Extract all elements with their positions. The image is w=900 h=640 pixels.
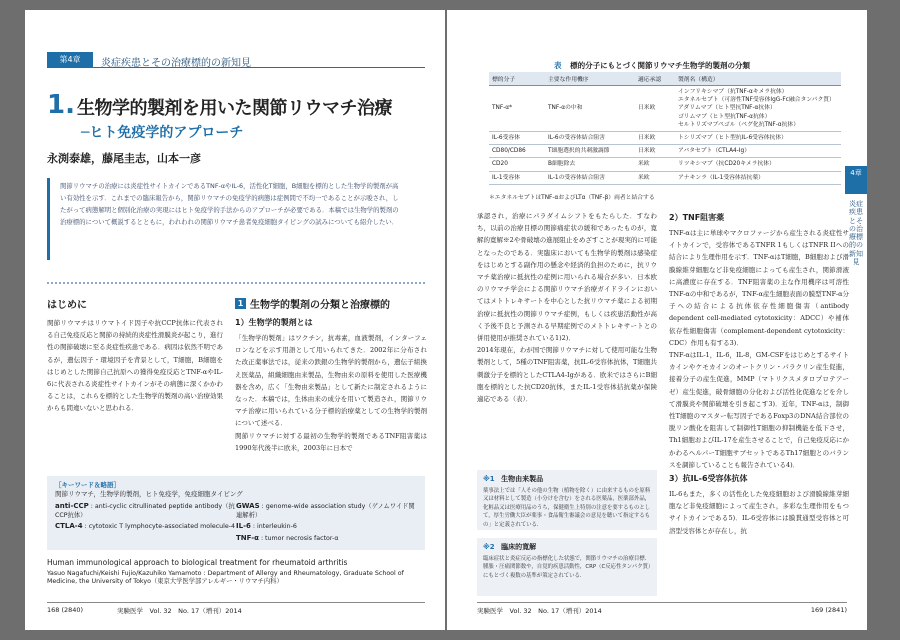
il6-heading: 3）抗IL-6受容体抗体 xyxy=(669,474,748,484)
table-cell: TNF-α* xyxy=(489,86,545,132)
left-footer xyxy=(47,602,425,614)
table-cell: TNF-αの中和 xyxy=(545,86,635,132)
tnf-heading: 2）TNF阻害薬 xyxy=(669,213,725,222)
abbreviation-item: GWAS : genome-wide association study（ゲノムワイド関連解析） xyxy=(236,502,415,519)
table-cell: T細胞選択的共刺激調節 xyxy=(545,145,635,158)
table-cell: IL-6の受容体結合阻害 xyxy=(545,132,635,145)
col1-text-2: 2014年現在，わが国で関節リウマチに対して使用可能な生物製剤として，5種のTNF阻害薬，抗IL-6受容体抗体，T細胞共刺激分子を標的としたCTLA4-Igがある．欧米ではさらにB細胞を標的とした抗CD20抗体，またIL-1受容体拮抗薬が保険適応である（表）． xyxy=(477,346,657,404)
column-box-2 xyxy=(477,538,657,596)
intro-text: 関節リウマチはリウマトイド因子や抗CCP抗体に代表される自己免疫反応と関節の持続的炎症性滑膜炎が起こり，進行性の関節破壊に至る炎症性疾患である．病因は依然不明であるが，遺伝因子・環境因子を背景として，T細胞，B細胞をはじめとした関節自己抗原への獲得免疫反応とTNF-αやIL-6に代表される炎症性サイトカインがその病態に深くかかわることは，これらを標的とした生物学的製剤の高い治療効果からも間違いないと思われる． xyxy=(47,319,223,413)
abbreviation-item: CTLA-4 : cytotoxic T lymphocyte-associated molecule-4 xyxy=(55,522,236,530)
table-cell: IL-1の受容体結合阻害 xyxy=(545,171,635,184)
table-header: 標的分子 xyxy=(489,72,545,86)
table-cell: アバタセプト（CTLA4-Ig） xyxy=(675,145,841,158)
table-cell: トシリズマブ（ヒト型抗IL-6受容体抗体） xyxy=(675,132,841,145)
chapter-side-tab: 4章 xyxy=(845,166,867,194)
table-cell: インフリキシマブ（抗TNF-αキメラ抗体） エタネルセプト（可溶性TNF受容体IgG-Fc融合タンパク質） アダリムマブ（ヒト型抗TNF-α抗体） ゴリムマブ（ヒト型抗TNF-α抗体） セルトリズマブペゴル（ペグ化抗TNF-α抗体） xyxy=(675,86,841,132)
article-subtitle: ─ヒト免疫学的アプローチ xyxy=(81,125,244,141)
english-authors: Yasuo Nagafuchi/Keishi Fujio/Kazuhiko Yamamoto : Department of Allergy and Rheumatology, Graduate School of Medicine, the University of Tokyo（東京大学医学部アレルギー・リウマチ内科） xyxy=(47,570,404,585)
abbreviation-grid xyxy=(55,502,417,545)
table-cell: B細胞除去 xyxy=(545,158,635,171)
left-column-2 xyxy=(235,296,427,454)
table-cell: 米欧 xyxy=(635,171,675,184)
section1-heading xyxy=(235,296,427,311)
column2-title: 臨床的寛解 xyxy=(501,543,537,551)
section-number-badge: 1 xyxy=(235,298,246,309)
right-column-2 xyxy=(669,210,849,537)
keyword-box xyxy=(47,476,425,550)
intro-heading: はじめに xyxy=(47,300,87,311)
abbreviation-column-right xyxy=(236,502,417,545)
right-page xyxy=(447,10,867,630)
sub1-text-2: 関節リウマチに対する最初の生物学的製剤であるTNF阻害薬は1990年代後半に欧米，2003年に日本で xyxy=(235,431,427,452)
column1-heading xyxy=(483,474,651,484)
il6-text: IL-6もまた，多くの活性化した免疫細胞および滑膜線維芽細胞など非免疫細胞によって産生され，多彩な生理作用をもつサイトカインである5)．IL-6受容体には膜貫通型受容体と可溶型受容体とが存在し，抗 xyxy=(669,490,849,535)
right-column-1 xyxy=(477,210,657,405)
table-label: 表 xyxy=(554,61,562,70)
column-box-1 xyxy=(477,470,657,530)
left-column-1 xyxy=(47,296,223,415)
table-cell: CD80/CD86 xyxy=(489,145,545,158)
abbreviation-column-left xyxy=(55,502,236,545)
chapter-header xyxy=(47,52,425,68)
column2-label: ※2 xyxy=(483,543,495,551)
article-title: 生物学的製剤を用いた関節リウマチ治療 xyxy=(77,98,392,119)
table-cell: 日米欧 xyxy=(635,145,675,158)
table-header: 適応承認 xyxy=(635,72,675,86)
abstract: 関節リウマチの治療には炎症性サイトカインであるTNF-αやIL-6，活性化T細胞，B細胞を標的とした生物学的製剤が高い有効性を示す．これまでの臨床報告から，関節リウマチの免疫学的病態は症例間で不均一であることが示唆され，したがって病態解明と個別化治療の実現にはヒト免疫学的手法からのアプローチが必要である．本稿では生物学的製剤の治療標的について概説するとともに，われわれの関節リウマチ患者免疫細胞タイピングの試みについても紹介したい． xyxy=(47,178,412,260)
divider xyxy=(47,282,425,284)
chapter-label: 第4章 xyxy=(47,52,93,68)
sub1-heading: 1）生物学的製剤とは xyxy=(235,318,313,327)
column2-heading xyxy=(483,542,651,552)
table-row xyxy=(489,86,841,132)
abbreviation-item: anti-CCP : anti-cyclic citrullinated peptide antibody（抗CCP抗体） xyxy=(55,502,235,519)
article-number: 1. xyxy=(47,90,75,120)
journal-name: 実験医学 Vol. 32 No. 17（増刊）2014 xyxy=(477,607,602,615)
table-note: ＊エタネルセプトはTNF-αおよびLTα（TNF-β）両者と結合する xyxy=(489,195,655,201)
table-row xyxy=(489,171,841,184)
table-cell: アナキンラ（IL-1受容体拮抗薬） xyxy=(675,171,841,184)
col1-text: 承認され，治療にパラダイムシフトをもたらした．すなわち，以前の治療目標の関節痛症状の緩和であったものが，寛解的寛解※2や骨破壊の進展阻止をめざすことが現実的に可能となったのである．実臨床においても生物学的製剤は感染症をはじめとする副作用の懸念や経済的負担のために，抗リウマチ薬治療に抵抗性の症例に用いられる場合が多い．日本欧のリウマチ学会による関節リウマチ治療ガイドラインにおいてはメトトレキサートを中心とした抗リウマチ薬による初期治療に抵抗性の関節リウマチ症例，もしくは疾患活動性が高く予後不良と予測される早期症例でのメトトレキサートとの併用使用が推奨されている1)2)． xyxy=(477,212,657,343)
table-title: 標的分子にもとづく関節リウマチ生物学的製剤の分類 xyxy=(570,61,750,70)
table-header: 主要な作用機序 xyxy=(545,72,635,86)
table-caption xyxy=(477,60,827,71)
sub1-text: 「生物学的製剤」はワクチン，抗毒素，血液製剤，インターフェロンなどを示す用語として用いられてきた．2002年に分布された改正薬事法では，従来の鉄銀の生物学的製剤から，遺伝子組換え医薬品，組織細胞由来製品，生物由来の原料を使用した医療機器を含め，広く「生物由来製品」として新たに制定されるようになった．本稿では，生体由来の成分を用いて製造され，関節リウマチ治療に用いられている分子標的治療薬としての生物学的製剤について述べる． xyxy=(235,334,427,428)
keywords-text: 関節リウマチ，生物学的製剤，ヒト免疫学，免疫細胞タイピング xyxy=(55,490,243,498)
column2-text: 臨床症状と炎症反応の指標化した状態で，関節リウマチの治療目標．腫脹・圧痛関節数や，自覚的疾患活動性，CRP（C反応性タンパク質）にもとづく複数の基準が策定されている． xyxy=(483,556,651,579)
column1-label: ※1 xyxy=(483,475,495,483)
table-row xyxy=(489,132,841,145)
table-row xyxy=(489,145,841,158)
page-number: 168 (2840) xyxy=(47,606,84,614)
column1-text: 薬事法上では「人その他の生物（植物を除く）に由来するものを原料又は材料として製造（小分けを含む）をされる医薬品，医薬部外品，化粧品又は医療用品のうち，保健衛生上特別の注意を要するものとして，厚生労働大臣が薬事・食品衛生審議会の意見を聴いて指定するもの」と定義されている． xyxy=(483,488,651,528)
table-cell: リツキシマブ（抗CD20キメラ抗体） xyxy=(675,158,841,171)
chapter-side-title: 炎症疾患とその治療標的の新知見 xyxy=(849,200,863,267)
tnf-text: TNF-αは主に単球やマクロファージから産生される炎症性サイトカインで，受容体であるTNFR 1もしくはTNFR IIへの結合により生理作用を示す．TNF-αはT細胞，B細胞および滑膜線維芽細胞など非免疫細胞によっても産生され，関節滑液に高濃度に存在する．TNF阻害薬の主な作用機序は可溶性TNF-αの中和であるが，TNF-α産生細胞表面の膜型TNF-α分子への結合による抗体依存性細胞傷害（antibody dependent cell-mediated cytotoxicity：ADCC）や補体依存性細胞傷害（complement-dependent cytotoxicity：CDC）作用も有する3)． xyxy=(669,229,849,347)
table-cell: 日米欧 xyxy=(635,132,675,145)
target-molecule-table xyxy=(489,72,841,185)
abbreviation-item: IL-6 : interleukin-6 xyxy=(236,522,297,530)
section1-heading-text: 生物学的製剤の分類と治療標的 xyxy=(250,300,390,311)
table-cell: IL-6受容体 xyxy=(489,132,545,145)
english-title: Human immunological approach to biological treatment for rheumatoid arthritis xyxy=(47,558,348,567)
table-cell: 日米欧 xyxy=(635,86,675,132)
left-page xyxy=(25,10,445,630)
table-cell: IL-1受容体 xyxy=(489,171,545,184)
authors: 永渕泰雄，藤尾圭志，山本一彦 xyxy=(47,152,201,165)
column1-title: 生物由来製品 xyxy=(501,475,544,483)
chapter-title: 炎症疾患とその治療標的の新知見 xyxy=(101,58,251,69)
page-number: 169 (2841) xyxy=(810,606,847,614)
table-header: 製剤名（構造） xyxy=(675,72,841,86)
keywords-title: ［キーワード＆略語］ xyxy=(55,481,120,489)
table-row xyxy=(489,158,841,171)
journal-name: 実験医学 Vol. 32 No. 17（増刊）2014 xyxy=(117,607,242,615)
table-cell: 米欧 xyxy=(635,158,675,171)
table-header-row xyxy=(489,72,841,86)
table-cell: CD20 xyxy=(489,158,545,171)
abbreviation-item: TNF-α : tumor necrosis factor-α xyxy=(236,533,339,542)
tnf-text-2: TNF-αはIL-1，IL-6，IL-8，GM-CSFをはじめとするサイトカインやケモカインのオートクリン・パラクリン産生促進，接着分子の産生促進，MMP（マトリクスメタロプロテアーゼ）産生促進，破骨細胞の分化および活性化促進などを介して滑膜炎や関節破壊を引き起こす3)．近年，TNF-αは，制御性T細胞のマスター転写因子であるFoxp3のDNA結合部位の脱リン酸化を阻害して制御性T細胞の抑制機能を低下させ，Th1細胞およびIL-17を産生させることで，自己免疫反応にかかわるヘルパーT細胞サブセットであるTh17細胞とのバランスを調節していることも報告されている4)． xyxy=(669,351,849,469)
right-footer xyxy=(477,602,847,615)
